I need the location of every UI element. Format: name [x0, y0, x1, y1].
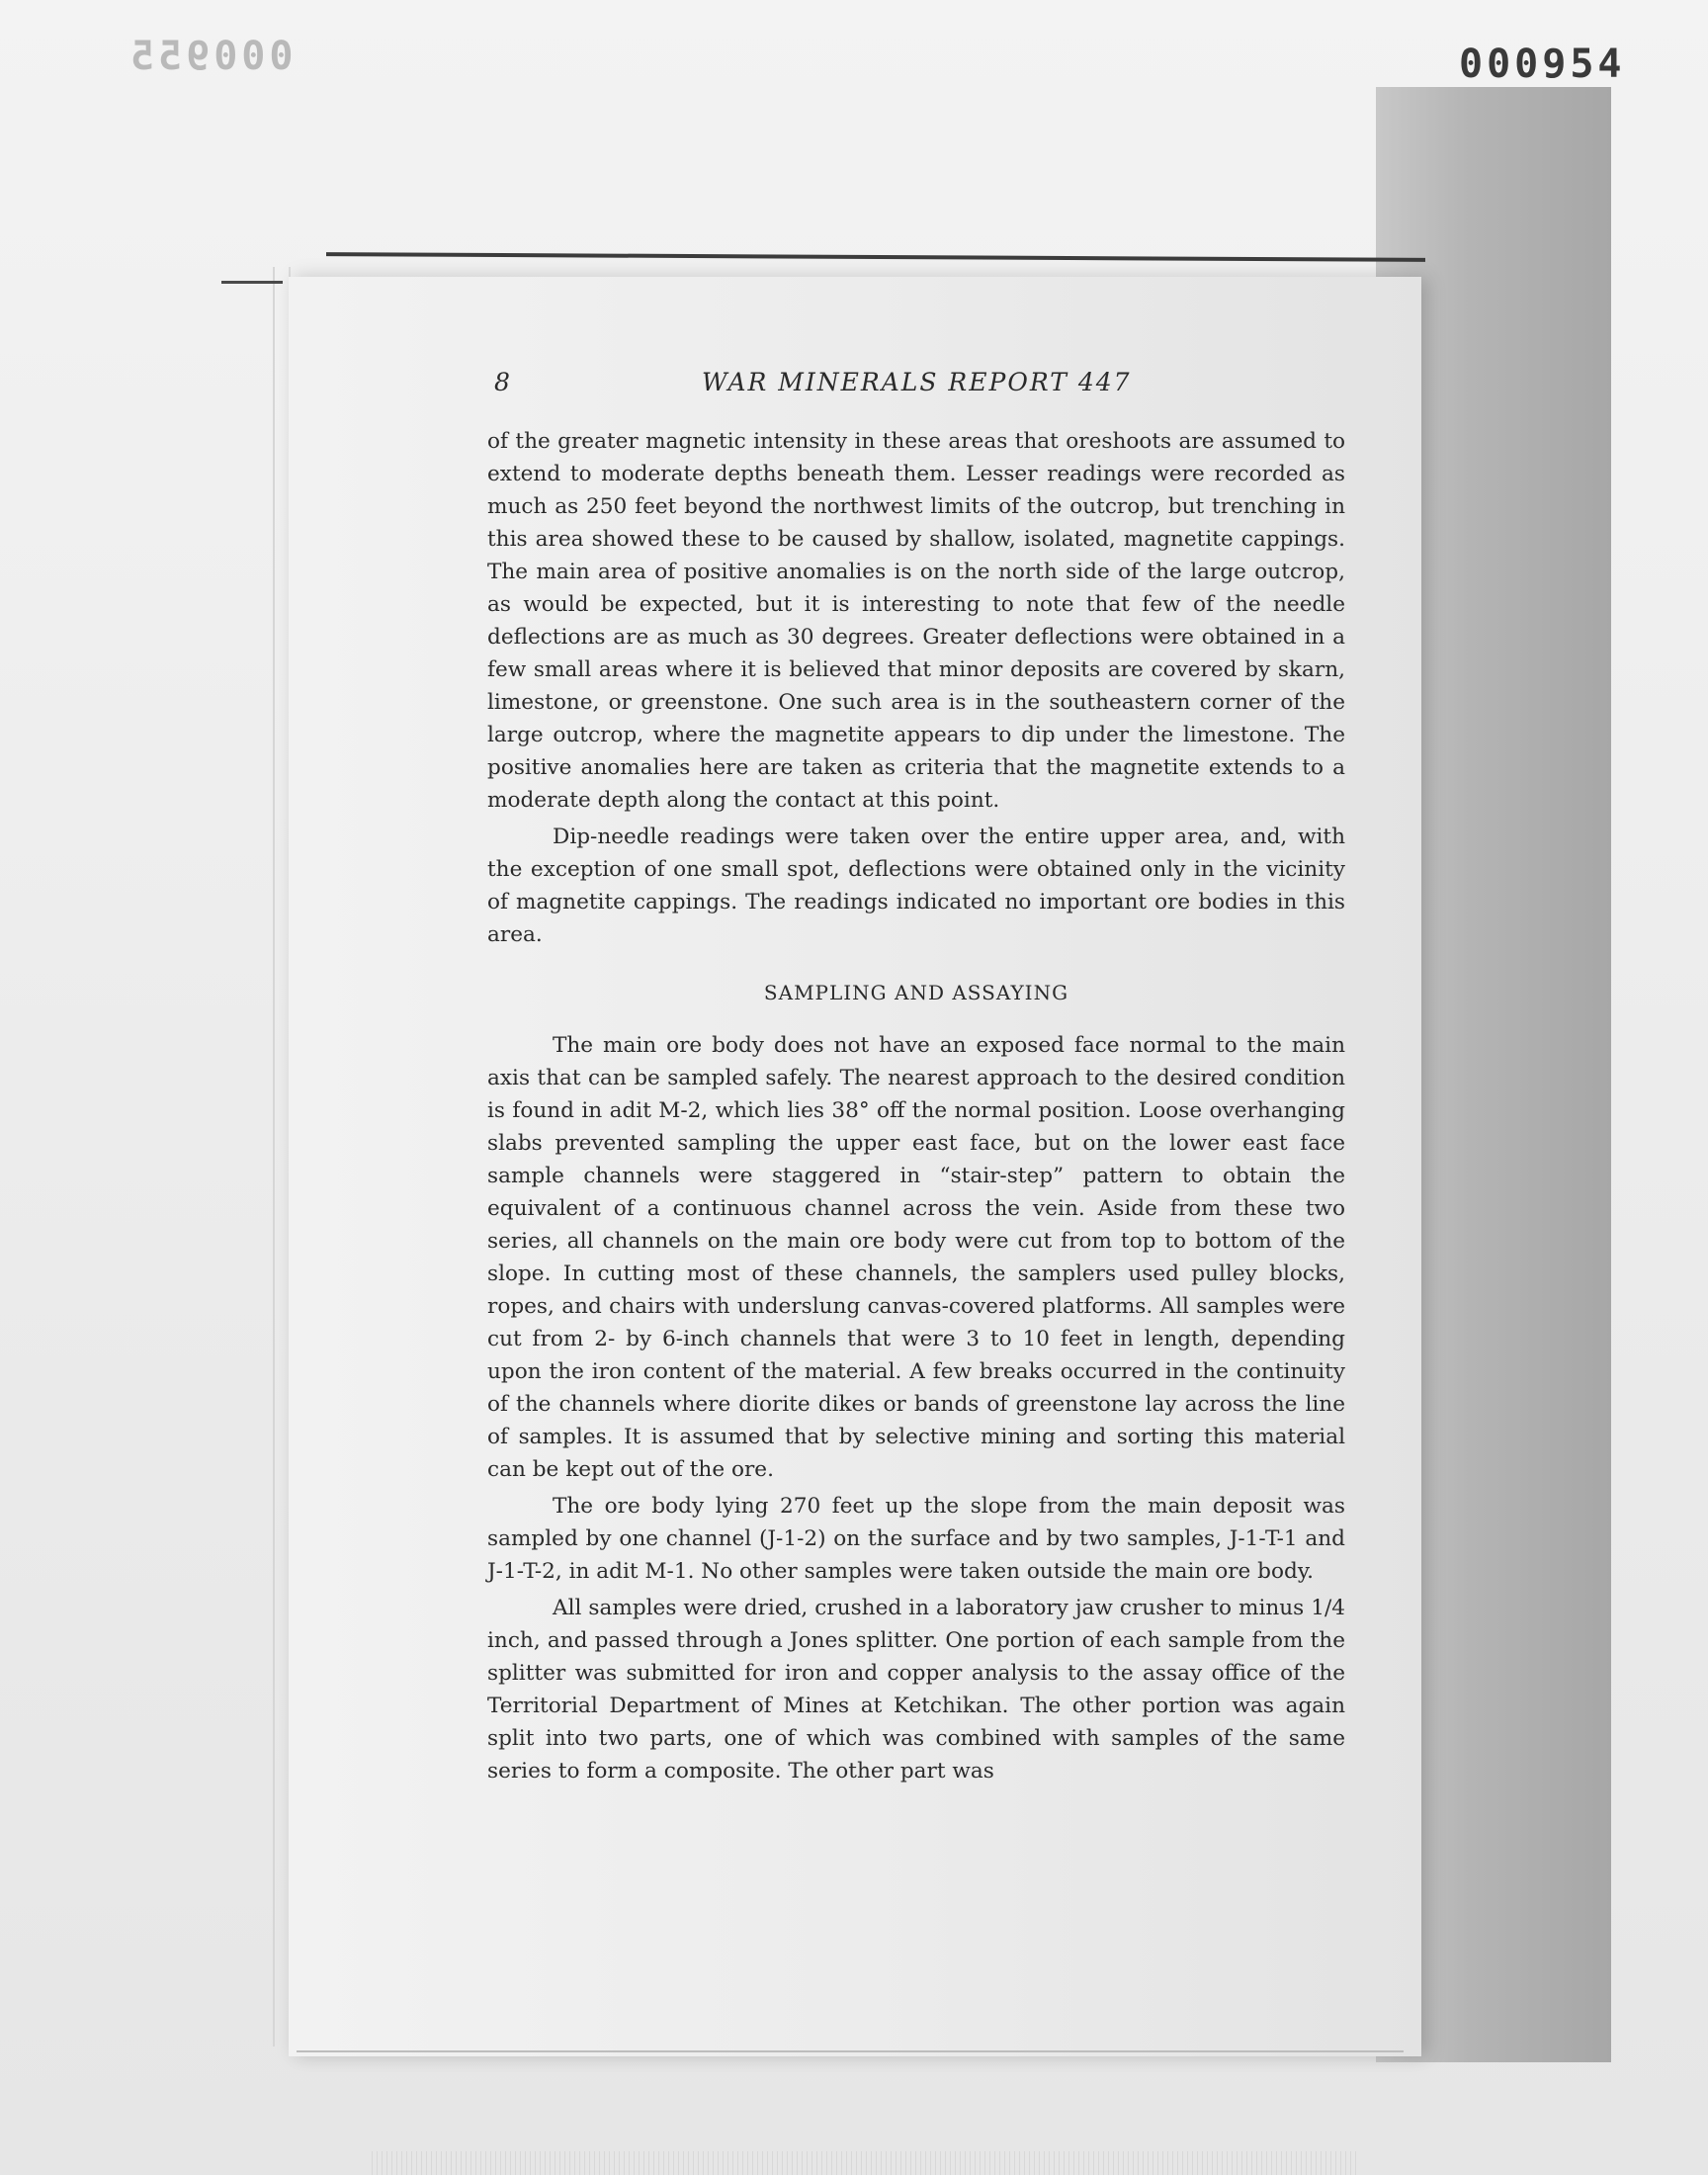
paragraph-main-ore-body: The main ore body does not have an exposed face normal to the main axis that can be sampled safely. The nearest approach to the desired condition is found in adit M-2, which lies 38° off the normal position. Loose overhanging slabs prevented sampling the upper east face, but on the lower east face sample channels were staggered in “stair-step” pattern to obtain the equivalent of a continuous channel across the vein. Aside from these two series, all channels on the main ore body were cut from top to bottom of the slope. In cutting most of these channels, the samplers used pulley blocks, ropes, and chairs with underslung canvas-covered platforms. All samples were cut from 2- by 6-inch channels that were 3 to 10 feet in length, depending upon the iron content of the material. A few breaks occurred in the continuity of the channels where diorite dikes or bands of greenstone lay across the line of samples. It is assumed that by selective mining and sorting this material can be kept out of the ore. — [487, 1033, 1345, 1482]
running-title: WAR MINERALS REPORT 447 — [702, 368, 1132, 396]
section-heading: SAMPLING AND ASSAYING — [763, 981, 1069, 1004]
paragraph-continued: of the greater magnetic intensity in these areas that oreshoots are assumed to extend to moderate depths beneath them. Lesser readings were recorded as much as 250 feet beyond the northwest limits of the outcrop, but trenching in this area showed these to be caused by shallow, isolated, magnetite cappings. The main area of positive anomalies is on the north side of the large outcrop, as would be expected, but it is interesting to note that few of the needle deflections are as much as 30 degrees. Greater deflections were obtained in a few small areas where it is believed that minor deposits are covered by skarn, limestone, or greenstone. One such area is in the southeastern corner of the large outcrop, where the magnetite appears to dip under the limestone. The positive anomalies here are taken as criteria that the magnetite extends to a moderate depth along the contact at this point. — [487, 429, 1345, 813]
bates-number-stamp: 000954 — [1459, 42, 1626, 87]
page-top-edge — [326, 252, 1425, 280]
scan-artifact-strip — [372, 2151, 1360, 2175]
page-number: 8 — [494, 368, 510, 396]
page-corner-mark — [221, 281, 283, 284]
body-text — [487, 425, 1345, 1787]
page-header — [494, 368, 1344, 407]
page-bottom-edge — [297, 2050, 1404, 2052]
paragraph-dip-needle: Dip-needle readings were taken over the entire upper area, and, with the exception of one small spot, deflections were obtained only in the vicinity of magnetite cappings. The readings indicated no important ore bodies in this area. — [487, 825, 1345, 947]
bleedthrough-stamp: 000955 — [127, 34, 294, 79]
paragraph-sample-preparation: All samples were dried, crushed in a laboratory jaw crusher to minus 1/4 inch, and passed through a Jones splitter. One portion of each sample from the splitter was submitted for iron and copper analysis to the assay office of the Territorial Department of Mines at Ketchikan. The other portion was again split into two parts, one of which was combined with samples of the same series to form a composite. The other part was — [487, 1596, 1345, 1784]
paragraph-upper-ore-body: The ore body lying 270 feet up the slope from the main deposit was sampled by one channel (J-1-2) on the surface and by two samples, J-1-T-1 and J-1-T-2, in adit M-1. No other samples were taken outside the main ore body. — [487, 1494, 1345, 1584]
